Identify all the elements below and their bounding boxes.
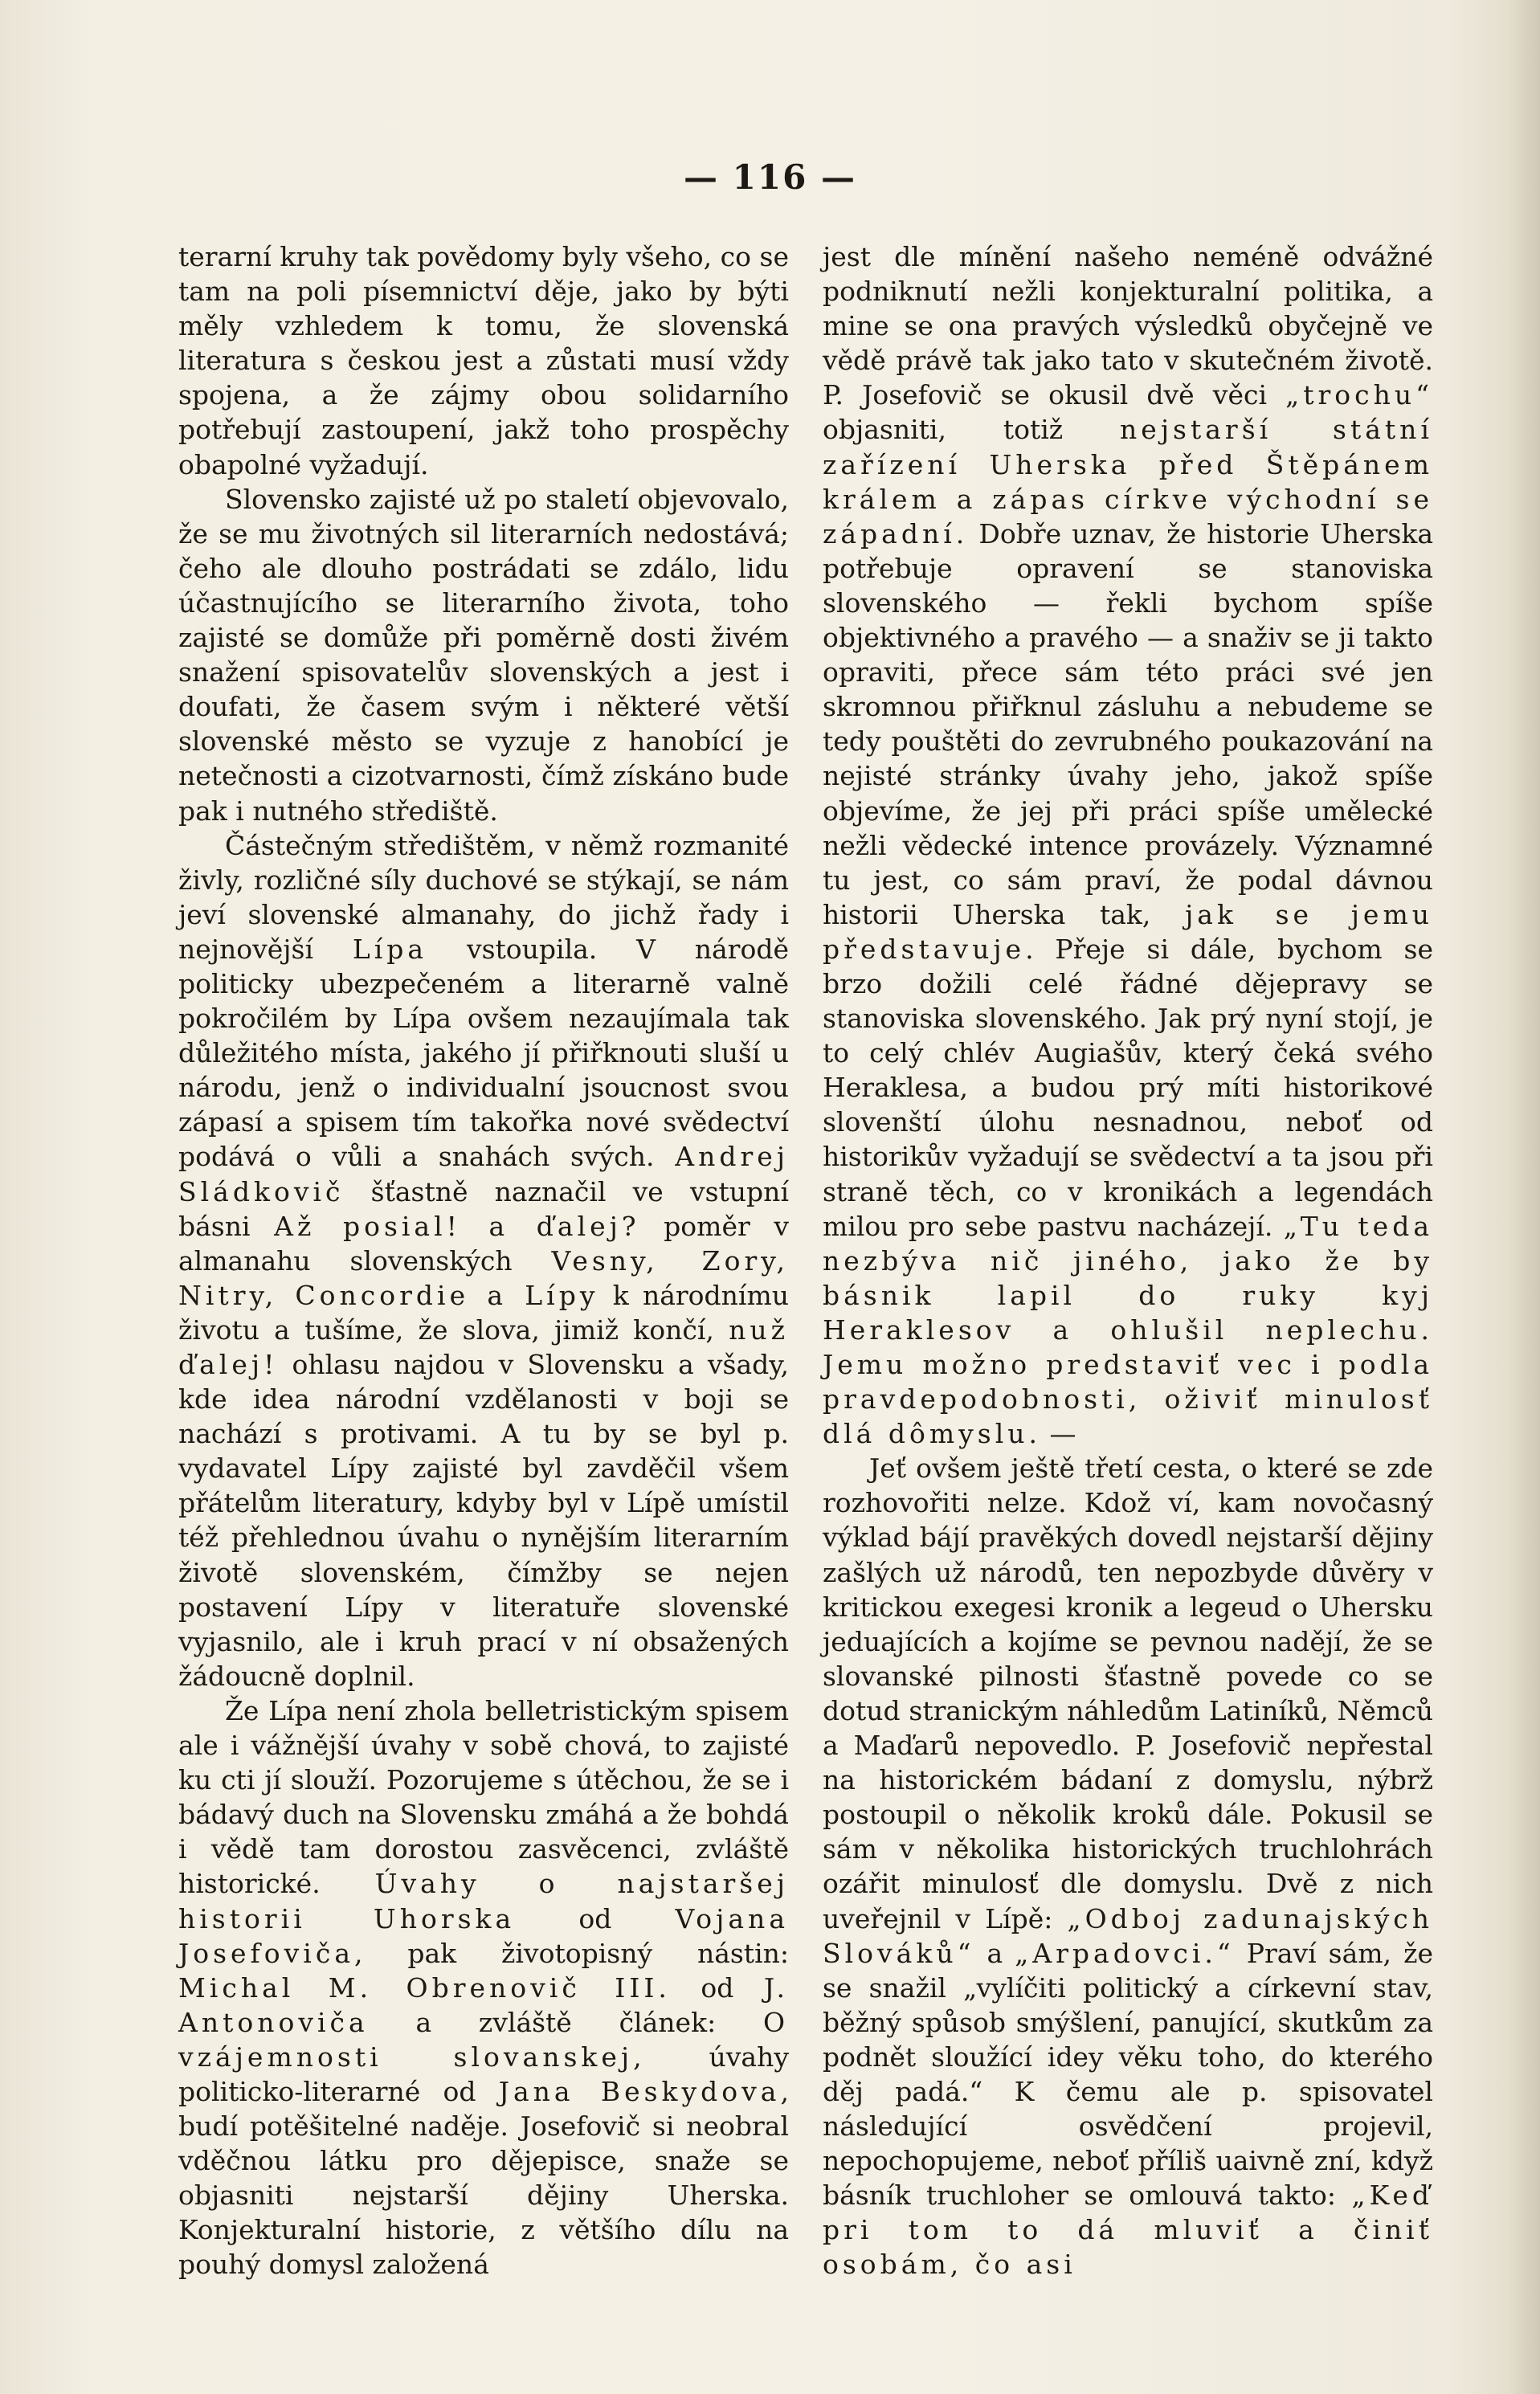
paragraph-text: —	[1041, 1418, 1076, 1450]
paragraph	[823, 239, 1433, 1451]
paragraph-text: , pak životopisný nástin:	[354, 1937, 789, 1969]
spaced-work-title: „Arpadovci.“	[1015, 1937, 1235, 1969]
paragraph-text: od	[515, 1902, 676, 1934]
spaced-almanac-names: Vesny, Zory, Nitry, Concordie a Lípy	[178, 1244, 789, 1311]
paragraph	[178, 239, 789, 482]
paragraph-text: Praví sám, že se snažil „vylíčiti politický a církevní stav, běžný spůsob smýšlení, panující, skutkům za podnět sloužící idey věku toho, do kterého děj padá.“ K čemu ale p. spisovatel následující osvědčení projevil, nepochopujeme, neboť příliš uaivně zní, když básník truchloher se omlouvá takto:	[823, 1937, 1433, 2212]
right-column	[823, 239, 1433, 2282]
paragraph-text: a	[974, 1937, 1015, 1969]
spaced-quote: „Keď pri tom to dá mluviť a činiť osobám, čo asi	[823, 2180, 1433, 2281]
paragraph-text: objasniti, totiž	[823, 414, 1121, 446]
paragraph-text: Částečným středištěm, v němž rozmanité živly, rozličné síly duchové se stýkají, se nám jeví slovenské almanahy, do jichž řady i nejnovější	[178, 829, 789, 965]
spaced-work-title: Michal M. Obrenovič III.	[178, 1971, 671, 2004]
paragraph-text: šťastně naznačil ve vstupní básni	[178, 1175, 789, 1242]
paragraph-text: ohlasu najdou v Slovensku a všady, kde idea národní vzdělanosti v boji se nachází s protivami. A tu by se byl p. vydavatel Lípy zajisté byl zavděčil všem přátelům literatury, kdyby byl v Lípě umístil též přehlednou úvahu o nynějším literarním životě slovenském, čímžby se nejen postavení Lípy v literatuře slovenské vyjasnilo, ale i kruh prací v ní obsažených žádoucně doplnil.	[178, 1349, 789, 1692]
spaced-quote: „trochu“	[1285, 379, 1433, 411]
paragraph-text: , úvahy politicko-literarné od	[178, 2041, 789, 2107]
spaced-poem-title: Až posial! a ďalej?	[274, 1210, 640, 1242]
paragraph-text: , budí potěšitelné naděje. Josefovič si neobral vděčnou látku pro dějepisce, snaže se objasniti nejstarší dějiny Uherska. Konjekturalní historie, z většího dílu na pouhý domysl založená	[178, 2075, 789, 2281]
paragraph	[178, 1693, 789, 2282]
spaced-emphasis: jak se jemu představuje	[823, 898, 1434, 965]
paragraph-text: jest dle mínění našeho neméně odvážné podniknutí nežli konjekturalní politika, a mine se ona pravých výsledků obyčejně ve vědě právě tak jako tato v skutečném životě. P. Josefovič se okusil dvě věci	[823, 241, 1433, 411]
paragraph	[823, 1451, 1433, 2282]
left-column	[178, 239, 789, 2282]
spaced-author-name: Vojana Josefoviča	[178, 1902, 789, 1969]
spaced-work-title: O vzájemnosti slovanskej	[178, 2006, 789, 2073]
paragraph-text: Jeť ovšem ještě třetí cesta, o které se zde rozhovořiti nelze. Kdož ví, kam novočasný výklad bájí pravěkých dovedl nejstarší dějiny zašlých už národů, ten nepozbyde důvěry v kritickou exegesi kronik a legeud o Uhersku jeduajících a kojíme se pevnou nadějí, že se slovanské pilnosti šťastně povede co se dotud stranickým náhledům Latiníků, Němců a Maďarů nepovedlo. P. Josefovič nepřestal na historickém bádaní z domyslu, nýbrž postoupil o několik kroků dále. Pokusil se sám v několika historických truchlohrách ozářit minulosť dle domyslu. Dvě z nich uveřejnil v Lípě:	[823, 1452, 1433, 1934]
spaced-author-name: Jana Beskydova	[498, 2075, 781, 2107]
paragraph-text: poměr v almanahu slovenských	[178, 1210, 790, 1277]
spaced-work-title: „Odboj zadunajských Slováků“	[823, 1902, 1433, 1969]
page-number: — 116 —	[684, 157, 856, 197]
paragraph-text: k národnímu životu a tušíme, že slova, jimiž končí,	[178, 1279, 789, 1346]
paragraph-text: Že Lípa není zhola belletristickým spisem ale i vážnější úvahy v sobě chová, to zajisté ku cti jí slouží. Pozorujeme s útěchou, že se i bádavý duch na Slovensku zmáhá a že bohdá i vědě tam dorostou zasvěcenci, zvláště historické.	[178, 1694, 789, 1900]
paragraph	[178, 482, 789, 828]
paragraph-text: vstoupila. V národě politicky ubezpečeném a literarně valně pokročilém by Lípa ovšem nezaujímala tak důležitého místa, jakého jí přiřknouti sluší u národu, jenž o individualní jsoucnost svou zápasí a spisem tím takořka nové svědectví podává o vůli a snahách svých.	[178, 933, 789, 1173]
paragraph-text: . Přeje si dále, bychom se brzo dožili celé řádné dějepravy se stanoviska slovenského. Jak prý nyní stojí, je to celý chlév Augiašův, který čeká svého Heraklesa, a budou prý míti historikové slovenští úlohu nesnadnou, neboť od historikův vyžadují se svědectví a ta jsou při straně těch, co v kronikách a legendách milou pro sebe pastvu nacházejí.	[823, 933, 1433, 1242]
paragraph-text: Slovensko zajisté už po staletí objevovalo, že se mu životných sil literarních nedostává; čeho ale dlouho postrádati se zdálo, lidu účastnujícího se literarního života, toho zajisté se domůže při poměrně dosti živém snažení spisovatelův slovenských a jest i doufati, že časem svým i některé větší slovenské město se vyzuje z hanobící je netečnosti a cizotvarnosti, čímž získáno bude pak i nutného střediště.	[178, 483, 789, 827]
spaced-work-title: Úvahy o najstaršej historii Uhorska	[178, 1868, 789, 1934]
page-edge-shadow	[1508, 0, 1540, 2394]
spaced-quote: nuž ďalej!	[178, 1313, 789, 1380]
spaced-author-name: J. Antonoviča	[178, 1971, 789, 2038]
spaced-emphasis: nejstarší státní zařízení Uherska před Štěpánem králem a zápas církve východní se západní.	[823, 414, 1433, 549]
spaced-title: Lípa	[352, 933, 428, 965]
spaced-quote: „Tu teda nezbýva nič jiného, jako že by básnik lapil do ruky kyj Heraklesov a ohlušil neplechu. Jemu možno predstaviť vec i podla pravdepodobnosti, oživiť minulosť dlá dômyslu.	[823, 1210, 1434, 1450]
spaced-author-name: Andrej Sládkovič	[178, 1141, 789, 1207]
paragraph	[178, 828, 789, 1693]
paragraph-text: od	[670, 1971, 764, 2004]
paragraph-text: terarní kruhy tak povědomy byly všeho, co se tam na poli písemnictví děje, jako by býti měly vzhledem k tomu, že slovenská literatura s českou jest a zůstati musí vždy spojena, a že zájmy obou solidarního potřebují zastoupení, jakž toho prospěchy obapolné vyžadují.	[178, 241, 789, 480]
paragraph-text: a zvláště článek:	[368, 2006, 763, 2038]
paragraph-text: Dobře uznav, že historie Uherska potřebuje opravení se stanoviska slovenského — řekli bychom spíše objektivného a pravého — a snaživ se ji takto opraviti, přece sám této práci své jen skromnou přiřknul zásluhu a nebudeme se tedy pouštěti do zevrubného poukazování na nejisté stránky úvahy jeho, jakož spíše objevíme, že jej při práci spíše umělecké nežli vědecké intence provázely. Významné tu jest, co sám praví, že podal dávnou historii Uherska tak,	[823, 517, 1433, 930]
